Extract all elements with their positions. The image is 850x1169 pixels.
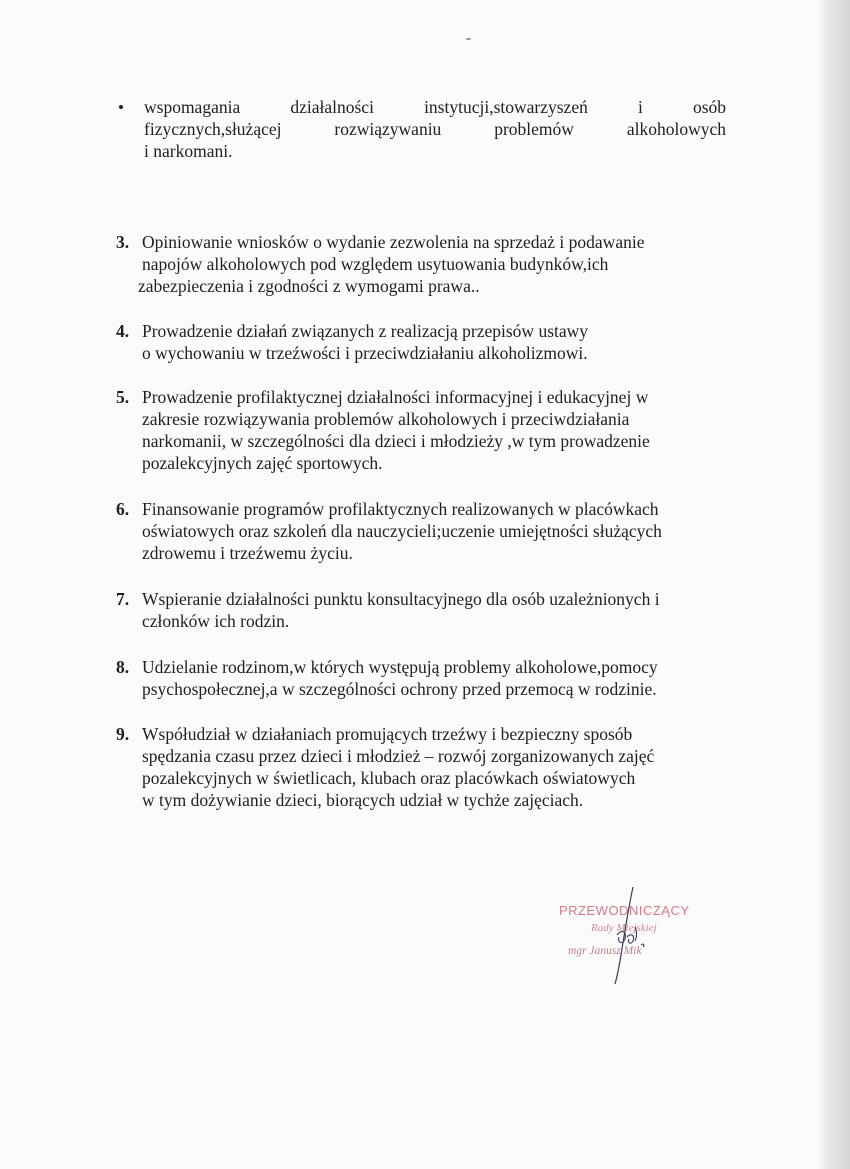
item-line: członków ich rodzin. (142, 611, 290, 631)
item-number: 6. (116, 499, 130, 519)
item-line: w tym dożywianie dzieci, biorących udział w tychże zajęciach. (142, 790, 584, 810)
item-line: Prowadzenie profilaktycznej działalności informacyjnej i edukacyjnej w (142, 387, 649, 407)
handwritten-signature (555, 885, 715, 985)
item-text (142, 588, 726, 632)
bullet-item (144, 96, 726, 162)
word: i (637, 97, 643, 117)
item-line: o wychowaniu w trzeźwości i przeciwdziałaniu alkoholizmowi. (142, 343, 588, 363)
item-line: Prowadzenie działań związanych z realizacją przepisów ustawy (142, 321, 589, 341)
item-number: 4. (116, 321, 130, 341)
item-line: pozalekcyjnych w świetlicach, klubach oraz placówkach oświatowych (142, 768, 636, 788)
item-line: zakresie rozwiązywania problemów alkoholowych i przeciwdziałania (142, 409, 630, 429)
item-line: Udzielanie rodzinom,w których występują problemy alkoholowe,pomocy (142, 657, 658, 677)
item-line: Opiniowanie wniosków o wydanie zezwolenia na sprzedaż i podawanie (142, 232, 645, 252)
item-line: psychospołecznej,a w szczególności ochrony przed przemocą w rodzinie. (142, 679, 657, 699)
item-line: zabezpieczenia i zgodności z wymogami prawa.. (138, 276, 480, 296)
item-text (142, 498, 726, 564)
item-text (142, 723, 726, 811)
word: fizycznych,służącej (144, 119, 282, 139)
item-line: napojów alkoholowych pod względem usytuowania budynków,ich (142, 254, 609, 274)
signature-stamp (555, 885, 715, 985)
item-number: 9. (116, 724, 130, 744)
item-number: 3. (116, 232, 130, 252)
item-line: Wspieranie działalności punktu konsultacyjnego dla osób uzależnionych i (142, 589, 660, 609)
page-edge-shadow (818, 0, 850, 1169)
stamp-title: PRZEWODNICZĄCY (559, 903, 690, 918)
item-text (142, 320, 726, 364)
item-text (138, 231, 726, 297)
bullet-marker: • (118, 98, 124, 117)
bullet-line-3 (144, 140, 726, 162)
word: instytucji,stowarzyszeń (424, 97, 588, 117)
stamp-name: mgr Janusz Mik (568, 945, 642, 957)
item-line: oświatowych oraz szkoleń dla nauczycieli;uczenie umiejętności służących (142, 521, 662, 541)
item-line: narkomanii, w szczególności dla dzieci i młodzieży ,w tym prowadzenie (142, 431, 650, 451)
item-line: spędzania czasu przez dzieci i młodzież – rozwój zorganizowanych zajęć (142, 746, 655, 766)
stamp-subtitle: Rady Miejskiej (591, 922, 657, 934)
item-number: 5. (116, 387, 130, 407)
word: problemów (494, 119, 574, 139)
word: alkoholowych (626, 119, 726, 139)
word: rozwiązywaniu (334, 119, 442, 139)
item-number: 8. (116, 657, 130, 677)
bullet-line-2 (144, 118, 726, 140)
item-number: 7. (116, 589, 130, 609)
word: osób (692, 97, 727, 117)
word: i narkomani. (144, 141, 233, 161)
scan-speck (466, 38, 471, 40)
item-line: zdrowemu i trzeźwemu życiu. (142, 543, 353, 563)
item-line: Finansowanie programów profilaktycznych realizowanych w placówkach (142, 499, 659, 519)
item-text (142, 386, 726, 474)
word: działalności (290, 97, 374, 117)
item-line: Współudział w działaniach promujących trzeźwy i bezpieczny sposób (142, 724, 633, 744)
word: wspomagania (144, 97, 241, 117)
item-text (142, 656, 726, 700)
item-line: pozalekcyjnych zajęć sportowych. (142, 453, 383, 473)
bullet-line-1 (144, 96, 726, 118)
